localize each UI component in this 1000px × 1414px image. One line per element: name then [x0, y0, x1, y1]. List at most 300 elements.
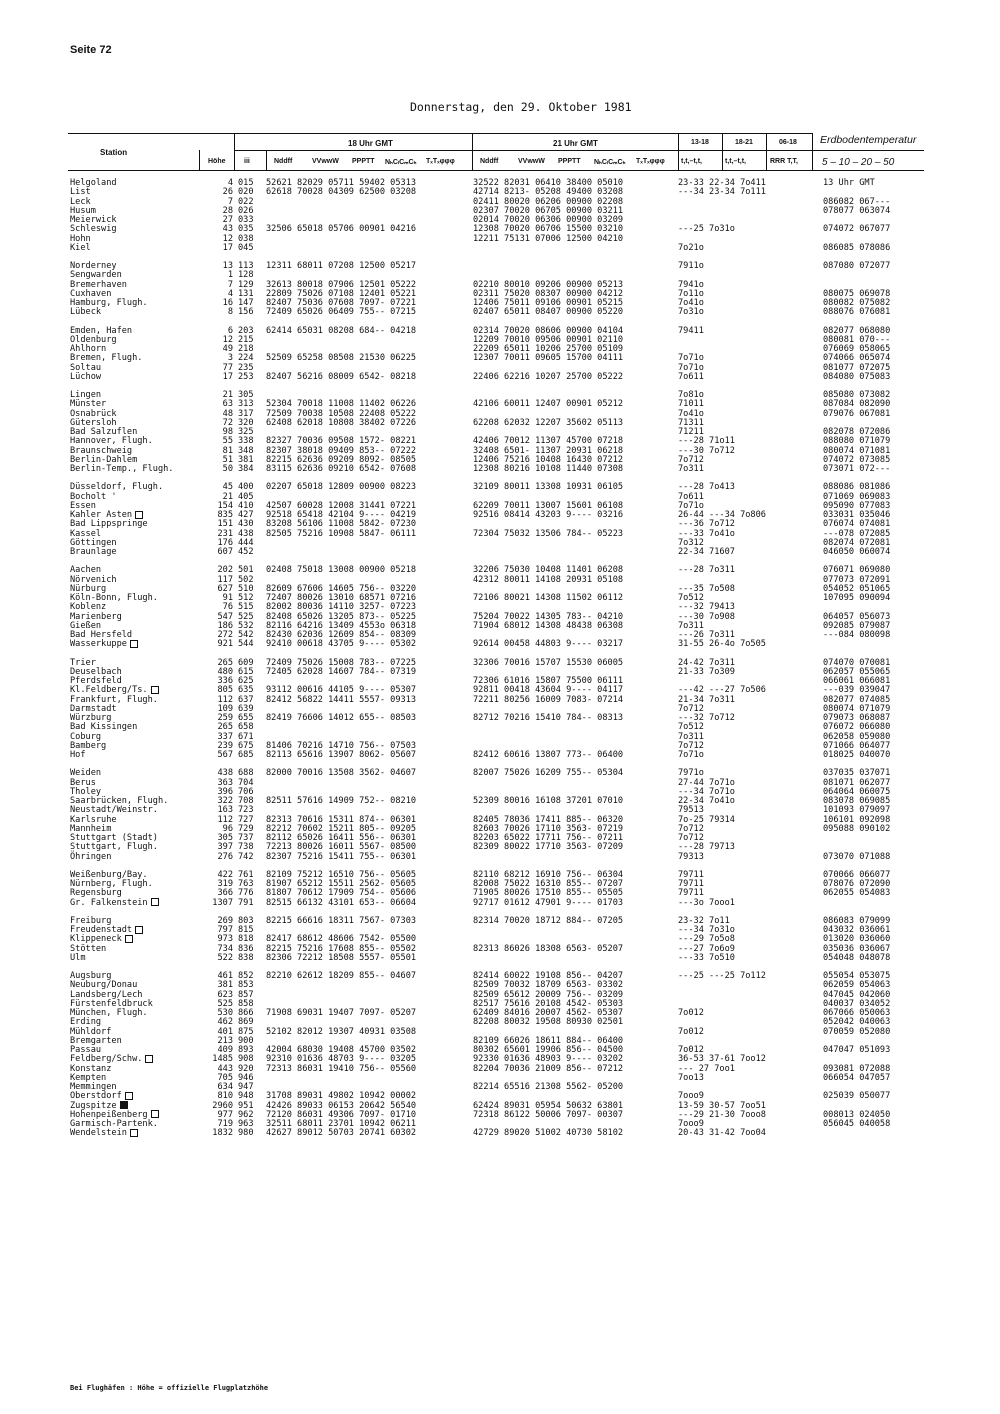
station-height: 336	[217, 676, 233, 686]
station-id: 655	[238, 713, 254, 723]
station-name: Neuburg/Donau	[70, 980, 138, 991]
temp-extremes: ---34 23-34 7o111	[678, 187, 766, 198]
obs-18-gmt: 52509 65258 08508 21530 06225	[266, 353, 417, 364]
obs-21-gmt: 02014 70020 06306 00900 03209	[473, 215, 624, 225]
station-height: 2960	[212, 1100, 233, 1111]
station-height: 835	[217, 510, 233, 520]
temp-extremes: 7o012	[678, 1008, 704, 1018]
temp-extremes: ---28 79713	[678, 842, 735, 853]
obs-21-gmt: 12406 75216 10408 16430 07212	[473, 454, 624, 465]
station-name: Neustadt/Weinstr.	[70, 805, 158, 816]
station-id: 615	[238, 666, 254, 677]
obs-21-gmt: 42312 80011 14108 20931 05108	[473, 574, 624, 585]
soil-temperature: 074072 067077	[823, 224, 891, 235]
station-name: Berlin-Temp., Flugh.	[70, 464, 174, 474]
station-name: München, Flugh.	[70, 1008, 148, 1018]
station-name: Mannheim	[70, 823, 112, 834]
page-title: Donnerstag, den 29. Oktober 1981	[410, 100, 632, 114]
station-name: Tholey	[70, 786, 102, 797]
station-height: 443	[217, 1063, 233, 1074]
station-id: 857	[238, 989, 254, 1000]
station-height: 276	[217, 851, 233, 862]
station-height: 21	[222, 390, 233, 400]
station-id: 947	[238, 1082, 254, 1092]
station-height: 231	[217, 528, 233, 539]
station-height: 55	[222, 436, 233, 447]
obs-18-gmt: 82112 65026 16411 556-- 06301	[266, 833, 417, 843]
obs-21-gmt: 82509 65612 20009 756-- 03209	[473, 989, 624, 1000]
station-height: 45	[222, 482, 233, 493]
station-height: 409	[217, 1045, 233, 1055]
station-height: 50	[222, 464, 233, 474]
station-name: Göttingen	[70, 537, 117, 548]
station-id: 671	[238, 731, 254, 742]
station-name: Husum	[70, 205, 96, 216]
obs-18-gmt: 82109 75212 16510 756-- 05605	[266, 869, 417, 880]
station-height: 77	[222, 362, 233, 373]
soil-temperature: 092085 079087	[823, 620, 891, 631]
obs-21-gmt: 22209 65011 10206 25700 05109	[473, 344, 624, 354]
station-height: 21	[222, 491, 233, 502]
obs-21-gmt: 82313 86026 18308 6563- 05207	[473, 943, 624, 954]
station-name: Weißenburg/Bay.	[70, 869, 148, 880]
obs-18-gmt: 92518 65418 42104 9---- 04219	[266, 510, 417, 520]
soil-temperature: 071066 064077	[823, 740, 891, 751]
temp-extremes: 71311	[678, 417, 704, 428]
station-id: 852	[238, 971, 254, 981]
station-name: Meierwick	[70, 215, 117, 225]
station-height: 337	[217, 731, 233, 742]
soil-temperature: 095088 090102	[823, 823, 891, 834]
temp-extremes: 7ooo9	[678, 1119, 704, 1129]
station-name: Bad Hersfeld	[70, 630, 133, 640]
station-id: 729	[238, 823, 254, 834]
obs-18-gmt: 72409 65026 06409 755-- 07215	[266, 307, 417, 318]
station-header: Station	[100, 148, 128, 157]
temp-extremes: 7o012	[678, 1026, 704, 1037]
station-height: 607	[217, 547, 233, 557]
header-divider	[266, 150, 267, 170]
header-top-rule	[68, 133, 812, 134]
station-name: Sengwarden	[70, 270, 122, 281]
soil-temperature: 095090 077083	[823, 500, 891, 511]
temp-extremes: 79513	[678, 805, 704, 816]
station-id: 704	[238, 777, 254, 788]
obs-18-gmt: 72213 80026 16011 5567- 08500	[266, 842, 417, 853]
station-id: 427	[238, 510, 254, 520]
station-height: 1832	[212, 1128, 233, 1139]
soil-temperature: 062055 054083	[823, 888, 891, 899]
station-id: 742	[238, 851, 254, 862]
station-id: 038	[238, 233, 254, 244]
station-height: 272	[217, 630, 233, 640]
station-id: 325	[238, 427, 254, 437]
station-height: 921	[217, 639, 233, 650]
station-height: 438	[217, 768, 233, 779]
soil-temperature: 070066 066077	[823, 869, 891, 880]
obs-18-gmt: 62414 65031 08208 684-- 04218	[266, 325, 417, 336]
soil-temperature: 079076 067081	[823, 408, 891, 419]
temp-extremes: ---36 7o712	[678, 519, 735, 530]
obs-21-gmt: 02311 75020 08307 00900 04212	[473, 288, 624, 299]
station-height: 117	[217, 574, 233, 585]
station-height: 363	[217, 777, 233, 788]
station-name: Köln-Bonn, Flugh.	[70, 593, 158, 603]
temp-extremes: 7o311	[678, 620, 704, 631]
soil-temperature: 093081 072088	[823, 1063, 891, 1074]
station-id: 405	[238, 491, 254, 502]
station-height: 396	[217, 786, 233, 797]
temp-extremes: 7o81o	[678, 390, 704, 400]
station-name: Frankfurt, Flugh.	[70, 694, 158, 705]
temp-extremes: 13-59 30-57 7oo51	[678, 1100, 766, 1111]
station-id: 946	[238, 1072, 254, 1083]
station-name: Gießen	[70, 620, 102, 631]
station-id: 675	[238, 740, 254, 751]
station-marker-icon	[130, 1129, 138, 1137]
station-id: 532	[238, 620, 254, 631]
station-height: 202	[217, 565, 233, 576]
station-id: 438	[238, 528, 254, 539]
obs-18-gmt: 52102 82012 19307 40931 03508	[266, 1026, 417, 1037]
station-id: 400	[238, 482, 254, 493]
station-name: Trier	[70, 657, 96, 668]
soil-temperature: ---078 072085	[823, 528, 891, 539]
station-name: Coburg	[70, 731, 102, 742]
soil-temperature: 088086 081086	[823, 482, 891, 493]
station-height: 810	[217, 1091, 233, 1102]
station-id: 253	[238, 371, 254, 382]
station-id: 688	[238, 768, 254, 779]
station-height: 109	[217, 703, 233, 714]
obs-18-gmt: 82412 56822 14411 5557- 09313	[266, 694, 417, 705]
station-name: Kahler Asten	[70, 510, 143, 520]
station-name: Gr. Falkenstein	[70, 898, 159, 908]
station-id: 512	[238, 593, 254, 603]
obs-18-gmt: 42627 89012 50703 20741 60302	[266, 1128, 417, 1139]
obs-18-gmt: 72409 75026 15008 783-- 07225	[266, 657, 417, 668]
obs-18-gmt: 82327 70036 09508 1572- 08221	[266, 436, 417, 447]
station-name: Hof	[70, 750, 86, 760]
station-name: Konstanz	[70, 1063, 112, 1074]
station-name: Saarbrücken, Flugh.	[70, 796, 169, 806]
soil-temperature: 047047 051093	[823, 1045, 891, 1055]
header-divider	[722, 133, 723, 170]
soil-temperature: 076072 066080	[823, 722, 891, 733]
obs-18-gmt: 82116 64216 13409 4553o 06318	[266, 620, 417, 631]
station-id: 838	[238, 952, 254, 963]
obs-18-gmt: 82408 65026 13205 873-- 05225	[266, 611, 417, 622]
station-name: Lingen	[70, 390, 102, 400]
temp-extremes: 7o712	[678, 703, 704, 714]
obs-21-gmt: 52309 80016 16108 37201 07010	[473, 796, 624, 806]
station-height: 567	[217, 750, 233, 760]
station-height: 522	[217, 952, 233, 963]
temp-extremes: ---32 7o712	[678, 713, 735, 723]
obs-21-gmt: 02411 80020 06206 00900 02208	[473, 196, 624, 207]
obs-18-gmt: 81907 65212 15511 2562- 05605	[266, 879, 417, 889]
temp-extremes: ---32 79413	[678, 602, 735, 613]
col-header: VVwwW	[312, 158, 339, 165]
station-id: 875	[238, 1026, 254, 1037]
obs-21-gmt: 92717 01612 47901 9---- 01703	[473, 897, 624, 908]
station-id: 502	[238, 574, 254, 585]
obs-18-gmt: 82505 75216 10908 5847- 06111	[266, 528, 417, 539]
temp-extremes: 7941o	[678, 279, 704, 290]
station-name: Hamburg, Flugh.	[70, 298, 148, 308]
station-height: 154	[217, 500, 233, 511]
hoehe-header: Höhe	[208, 158, 226, 165]
soil-temperature: 082077 068080	[823, 325, 891, 336]
temp-extremes: 20-43 31-42 7oo04	[678, 1128, 766, 1139]
soil-temperature: 008013 024050	[823, 1109, 891, 1120]
soil-temperature: 074070 070081	[823, 657, 891, 668]
soil-temperature: 074066 065074	[823, 353, 891, 364]
station-id: 033	[238, 215, 254, 225]
station-height: 63	[222, 399, 233, 410]
obs-18-gmt: 93112 00616 44105 9---- 05307	[266, 685, 417, 696]
soil-temperature: 054048 048078	[823, 952, 891, 963]
soil-temperature: 076074 074081	[823, 519, 891, 530]
obs-21-gmt: 12211 75131 07006 12500 04210	[473, 233, 624, 244]
station-marker-icon	[151, 1110, 159, 1118]
station-id: 920	[238, 1063, 254, 1074]
soil-temperature: 086083 079099	[823, 915, 891, 926]
temp-extremes: 79711	[678, 888, 704, 899]
station-name: Braunschweig	[70, 445, 133, 456]
station-height: 6	[227, 325, 233, 336]
station-id: 639	[238, 703, 254, 714]
station-name: Würzburg	[70, 713, 112, 723]
station-id: 738	[238, 842, 254, 853]
soil-temperature: 080075 069078	[823, 288, 891, 299]
obs-21-gmt: 92330 01636 48903 9---- 03202	[473, 1054, 624, 1065]
station-id: 818	[238, 934, 254, 945]
station-name: Bad Kissingen	[70, 722, 138, 733]
obs-21-gmt: 92516 08414 43203 9---- 03216	[473, 510, 624, 520]
obs-21-gmt: 82405 78036 17411 885-- 06320	[473, 814, 624, 825]
obs-18-gmt: 52621 82029 05711 59402 05313	[266, 178, 417, 188]
station-height: 72	[222, 417, 233, 428]
temp-extremes: 7971o	[678, 768, 704, 779]
station-name: Oberstdorf	[70, 1091, 133, 1101]
station-height: 269	[217, 915, 233, 926]
col-header: PPPTT	[558, 158, 581, 165]
station-id: 963	[238, 1119, 254, 1129]
station-height: 973	[217, 934, 233, 945]
obs-18-gmt: 92310 01636 48703 9---- 03205	[266, 1054, 417, 1065]
station-name: Garmisch-Partenk.	[70, 1119, 158, 1129]
station-marker-icon	[125, 1092, 133, 1100]
obs-21-gmt: 72318 86122 50006 7097- 00307	[473, 1109, 624, 1120]
station-marker-icon	[120, 1101, 128, 1109]
station-height: 462	[217, 1017, 233, 1028]
obs-21-gmt: 82414 60022 19108 856-- 04207	[473, 971, 624, 981]
station-name: Erding	[70, 1017, 102, 1028]
erdboden-rule	[812, 170, 924, 171]
obs-21-gmt: 82204 70036 21009 856-- 07212	[473, 1063, 624, 1074]
obs-18-gmt: 82417 68612 48606 7542- 05500	[266, 934, 417, 945]
station-name: Marienberg	[70, 611, 122, 622]
obs-21-gmt: 82309 80022 17710 3563- 07209	[473, 842, 624, 853]
obs-21-gmt: 42729 89020 51002 40730 58102	[473, 1128, 624, 1139]
station-height: 322	[217, 796, 233, 806]
temp-extremes: 7o611	[678, 371, 704, 382]
obs-21-gmt: 42406 70012 11307 45700 07218	[473, 436, 624, 447]
temp-extremes: 79711	[678, 869, 704, 880]
station-id: 948	[238, 1091, 254, 1102]
station-id: 866	[238, 1008, 254, 1018]
temp-extremes: 71211	[678, 427, 704, 437]
temp-extremes: ---28 7o311	[678, 565, 735, 576]
temp-extremes: ---33 7o41o	[678, 528, 735, 539]
station-name: Hohenpeißenberg	[70, 1110, 159, 1120]
temp-extremes: ---29 7o5o8	[678, 934, 735, 945]
obs-18-gmt: 32506 65018 05706 00901 04216	[266, 224, 417, 235]
footnote: Bei Flughäfen : Höhe = offizielle Flugplatzhöhe	[70, 1384, 269, 1392]
obs-18-gmt: 82113 65616 13907 8062- 05607	[266, 750, 417, 760]
temp-extremes: 7o311	[678, 464, 704, 474]
station-height: 16	[222, 298, 233, 308]
obs-21-gmt: 82008 75022 16310 855-- 07207	[473, 879, 624, 889]
station-name: Cuxhaven	[70, 288, 112, 299]
obs-21-gmt: 82603 70026 17110 3563- 07219	[473, 823, 624, 834]
obs-18-gmt: 32613 80018 07906 12501 05222	[266, 279, 417, 290]
soil-temperature: 076071 069080	[823, 565, 891, 576]
obs-18-gmt: 42004 68030 19408 45700 03502	[266, 1045, 417, 1055]
obs-18-gmt: 82515 66132 43101 653-- 06604	[266, 897, 417, 908]
station-id: 381	[238, 454, 254, 465]
obs-18-gmt: 32511 68011 23701 10942 06211	[266, 1119, 417, 1129]
obs-21-gmt: 72106 80021 14308 11502 06112	[473, 593, 624, 603]
station-height: 530	[217, 1008, 233, 1018]
station-name: Bocholt '	[70, 491, 117, 502]
header-mid-rule	[234, 150, 812, 151]
station-height: 4	[227, 178, 233, 188]
station-id: 776	[238, 888, 254, 899]
obs-18-gmt: 71908 69031 19407 7097- 05207	[266, 1008, 417, 1018]
obs-18-gmt: 82215 75216 17608 855-- 05502	[266, 943, 417, 954]
temp-extremes: 7o71o	[678, 750, 704, 760]
obs-21-gmt: 02210 80010 09206 00900 05213	[473, 279, 624, 290]
station-name: Koblenz	[70, 602, 107, 613]
station-height: 623	[217, 989, 233, 1000]
station-height: 397	[217, 842, 233, 853]
soil-temperature: 062059 054063	[823, 980, 891, 991]
obs-18-gmt: 82307 38018 09409 853-- 07222	[266, 445, 417, 456]
obs-18-gmt: 12311 68011 07208 12500 05217	[266, 261, 417, 271]
station-marker-icon	[145, 1055, 153, 1063]
obs-18-gmt: 82002 80036 14110 3257- 07223	[266, 602, 417, 613]
soil-temperature: 066054 047057	[823, 1072, 891, 1083]
obs-21-gmt: 02314 70020 08606 00900 04104	[473, 325, 624, 336]
station-height: 27	[222, 215, 233, 225]
station-id: 020	[238, 187, 254, 198]
station-id: 224	[238, 353, 254, 364]
soil-temperature: 085080 073082	[823, 390, 891, 400]
temp-extremes: 7o712	[678, 740, 704, 751]
station-id: 035	[238, 224, 254, 235]
soil-temperature: 037035 037071	[823, 768, 891, 779]
station-height: 91	[222, 593, 233, 603]
station-height: 3	[227, 353, 233, 364]
station-name: Stuttgart (Stadt)	[70, 833, 158, 843]
obs-18-gmt: 82407 75036 07608 7097- 07221	[266, 298, 417, 308]
station-name: Landsberg/Lech	[70, 989, 143, 1000]
temp-extremes: 7oo13	[678, 1072, 704, 1083]
obs-21-gmt: 12308 70020 06706 15500 03210	[473, 224, 624, 235]
obs-21-gmt: 75204 70022 14305 783-- 04210	[473, 611, 624, 622]
station-id: 858	[238, 998, 254, 1009]
soil-temperature: 054052 051065	[823, 583, 891, 594]
soil-temperature: 101093 079097	[823, 805, 891, 816]
station-name: Münster	[70, 399, 107, 410]
station-height: 49	[222, 344, 233, 354]
station-id: 951	[238, 1100, 254, 1111]
obs-21-gmt: 82412 60616 13807 773-- 06400	[473, 750, 624, 760]
station-name: Bremen, Flugh.	[70, 353, 143, 364]
obs-21-gmt: 32206 75030 10408 11401 06208	[473, 565, 624, 576]
soil-temperature: 078076 072090	[823, 879, 891, 889]
col-header: NₕCₗCₘCₕ	[594, 159, 626, 166]
station-id: 305	[238, 390, 254, 400]
station-height: 422	[217, 869, 233, 880]
col-header: 18-21	[735, 139, 753, 146]
station-height: 239	[217, 740, 233, 751]
station-name: Freiburg	[70, 915, 112, 926]
temp-extremes: ---25 ---25 7o112	[678, 971, 766, 981]
station-height: 634	[217, 1082, 233, 1092]
obs-21-gmt: 71905 80026 17510 855-- 05505	[473, 888, 624, 899]
soil-temperature: 043032 036061	[823, 925, 891, 935]
station-name: Freudenstadt	[70, 925, 143, 935]
obs-21-gmt: 82208 80032 19508 80930 02501	[473, 1017, 624, 1028]
station-height: 705	[217, 1072, 233, 1083]
temp-extremes: 7o-25 79314	[678, 814, 735, 825]
obs-18-gmt: 72407 80026 13010 68571 07216	[266, 593, 417, 603]
obs-21-gmt: 82203 65022 17711 756-- 07211	[473, 833, 624, 843]
station-name: Nürburg	[70, 583, 107, 594]
obs-18-gmt: 81406 70216 14710 756-- 07503	[266, 740, 417, 751]
temp-extremes: ---28 71o11	[678, 436, 735, 447]
obs-21-gmt: 82509 70032 18709 6563- 03302	[473, 980, 624, 991]
station-name: Bremerhaven	[70, 279, 127, 290]
soil-temperature: 084080 075083	[823, 371, 891, 382]
col-header: t,t,–t,t,	[681, 158, 702, 165]
station-marker-icon	[151, 686, 159, 694]
station-id: 129	[238, 279, 254, 290]
soil-temperature: 047045 042060	[823, 989, 891, 1000]
station-height: 265	[217, 722, 233, 733]
station-height: 265	[217, 657, 233, 668]
obs-18-gmt: 82215 62636 09209 8092- 08505	[266, 454, 417, 465]
temp-extremes: ---25 7o31o	[678, 224, 735, 235]
station-name: Stuttgart, Flugh.	[70, 842, 158, 853]
station-name: Zugspitze	[70, 1101, 128, 1111]
station-id: 869	[238, 1017, 254, 1028]
temp-extremes: 22-34 71607	[678, 547, 735, 557]
station-name: Bremgarten	[70, 1035, 122, 1046]
station-name: Berus	[70, 777, 96, 788]
soil-temperature: 088076 076081	[823, 307, 891, 318]
col-header: 06-18	[779, 139, 797, 146]
soil-temperature: 070059 052080	[823, 1026, 891, 1037]
soil-temperature: 067066 050063	[823, 1008, 891, 1018]
soil-temperature: 080082 075082	[823, 298, 891, 308]
soil-temperature: 083078 069085	[823, 796, 891, 806]
obs-18-gmt: 82407 56216 08009 6542- 08218	[266, 371, 417, 382]
obs-21-gmt: 42106 60011 12407 00901 05212	[473, 399, 624, 410]
